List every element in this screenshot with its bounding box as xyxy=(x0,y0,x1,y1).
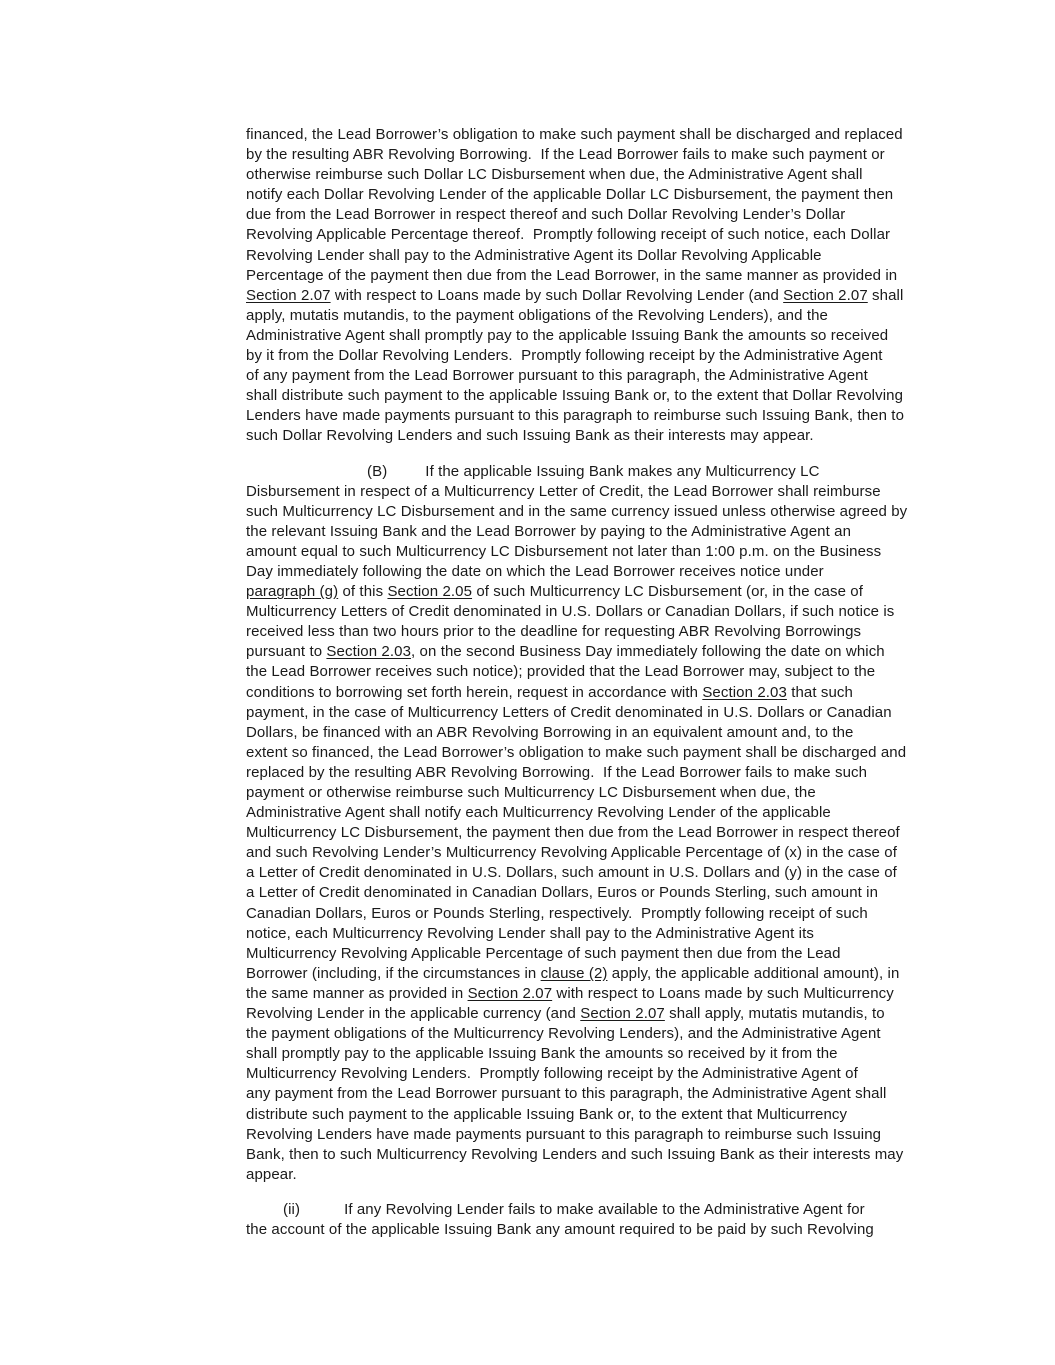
text-line xyxy=(246,1004,936,1024)
section-reference: Section 2.03 xyxy=(702,683,787,701)
text-run: Revolving Lenders have made payments pursuant to this paragraph to reimburse such Issuing xyxy=(246,1125,882,1143)
text-run: Multicurrency LC Disbursement, the payment then due from the Lead Borrower in respect thereof xyxy=(246,824,900,842)
text-run: payment or otherwise reimburse such Multicurrency LC Disbursement when due, the xyxy=(246,784,816,801)
text-line xyxy=(246,904,936,924)
text-run: the same manner as provided in xyxy=(246,984,468,1002)
text-run: financed, the Lead Borrower’s obligation to make such payment shall be discharged and replaced xyxy=(246,126,903,143)
text-run: Borrower (including, if the circumstances in xyxy=(246,964,541,982)
text-line xyxy=(246,562,936,582)
text-run: such Multicurrency LC Disbursement and in the same currency issued unless otherwise agreed by xyxy=(246,502,908,520)
text-line xyxy=(246,883,936,903)
text-line xyxy=(246,1024,936,1044)
text-run: shall apply, mutatis mutandis, to xyxy=(664,1005,885,1023)
section-reference: Section 2.07 xyxy=(246,286,331,304)
text-run: pursuant to xyxy=(246,643,327,661)
text-line xyxy=(246,346,936,366)
text-line xyxy=(246,1084,936,1104)
text-run: Bank, then to such Multicurrency Revolving Lenders and such Issuing Bank as their interests may xyxy=(246,1145,904,1163)
text-run: the account of the applicable Issuing Bank any amount required to be paid by such Revolving xyxy=(246,1220,874,1238)
text-run: Administrative Agent shall notify each Multicurrency Revolving Lender of the applicable xyxy=(246,804,831,822)
text-run: distribute such payment to the applicable Issuing Bank or, to the extent that Multicurrency xyxy=(246,1105,848,1123)
text-run: If any Revolving Lender fails to make available to the Administrative Agent for xyxy=(344,1200,865,1218)
text-line xyxy=(246,502,936,522)
text-run: Multicurrency Revolving Applicable Percentage of such payment then due from the Lead xyxy=(246,944,841,962)
paragraph-dollar-lc-disbursement-continuation xyxy=(246,125,936,447)
text-line xyxy=(246,185,936,205)
text-run: apply, the applicable additional amount), in xyxy=(607,964,900,982)
text-run: any payment from the Lead Borrower pursuant to this paragraph, the Administrative Agent shall xyxy=(246,1085,887,1103)
section-reference: Section 2.07 xyxy=(467,984,553,1002)
text-run: shall xyxy=(867,286,904,304)
section-reference: Section 2.07 xyxy=(580,1005,665,1023)
text-run: Revolving Lender in the applicable currency (and xyxy=(246,1005,581,1023)
text-line xyxy=(246,642,936,662)
text-run: shall distribute such payment to the applicable Issuing Bank or, to the extent that Dollar Revolving xyxy=(246,387,904,405)
text-line xyxy=(246,843,936,863)
text-line xyxy=(246,823,936,843)
text-run: If the applicable Issuing Bank makes any Multicurrency LC xyxy=(425,462,820,480)
text-line xyxy=(246,125,936,145)
text-line xyxy=(246,1105,936,1125)
text-line xyxy=(246,482,936,502)
text-line xyxy=(246,683,936,703)
text-line xyxy=(246,542,936,562)
text-line xyxy=(246,944,936,964)
text-run: with respect to Loans made by such Multicurrency xyxy=(552,984,894,1002)
text-line xyxy=(246,306,936,326)
text-run: of such Multicurrency LC Disbursement (or, in the case of xyxy=(472,583,864,601)
text-line xyxy=(246,386,936,406)
text-line xyxy=(246,366,936,386)
text-run: and such Revolving Lender’s Multicurrency Revolving Applicable Percentage of (x) in the case of xyxy=(246,844,897,862)
text-line xyxy=(246,1200,936,1220)
text-run: Disbursement in respect of a Multicurrency Letter of Credit, the Lead Borrower shall reimburse xyxy=(246,482,881,500)
text-line xyxy=(246,622,936,642)
text-line xyxy=(246,703,936,723)
text-line xyxy=(246,225,936,245)
text-line xyxy=(246,462,936,482)
paragraph-ii-revolving-lender-failure xyxy=(246,1200,936,1240)
text-run: the payment obligations of the Multicurrency Revolving Lenders), and the Administrative Agent xyxy=(246,1025,881,1043)
text-run: extent so financed, the Lead Borrower’s obligation to make such payment shall be discharged and xyxy=(246,743,907,761)
text-run: amount equal to such Multicurrency LC Disbursement not later than 1:00 p.m. on the Business xyxy=(246,542,882,560)
section-reference: clause (2) xyxy=(540,964,608,982)
text-run: the Lead Borrower receives such notice); provided that the Lead Borrower may, subject to the xyxy=(246,663,876,681)
text-line xyxy=(246,863,936,883)
text-line xyxy=(246,662,936,682)
text-line xyxy=(246,924,936,944)
text-line xyxy=(246,326,936,346)
text-run: Revolving Applicable Percentage thereof. Promptly following receipt of such notice, each Dollar xyxy=(246,226,891,244)
text-run: Administrative Agent shall promptly pay to the applicable Issuing Bank the amounts so received xyxy=(246,326,889,344)
text-line xyxy=(246,1064,936,1084)
text-run: of this xyxy=(338,583,388,601)
text-run: notice, each Multicurrency Revolving Lender shall pay to the Administrative Agent its xyxy=(246,924,814,942)
text-run: by it from the Dollar Revolving Lenders. Promptly following receipt by the Administrative Agent xyxy=(246,347,883,365)
text-line xyxy=(246,406,936,426)
text-run: Dollars, be financed with an ABR Revolving Borrowing in an equivalent amount and, to the xyxy=(246,723,854,741)
section-reference: Section 2.03 xyxy=(326,643,412,661)
text-run: Percentage of the payment then due from the Lead Borrower, in the same manner as provided in xyxy=(246,266,898,284)
text-line xyxy=(246,1125,936,1145)
text-run: due from the Lead Borrower in respect thereof and such Dollar Revolving Lender’s Dollar xyxy=(246,206,846,224)
text-run: of any payment from the Lead Borrower pursuant to this paragraph, the Administrative Agent xyxy=(246,367,868,385)
text-run: Multicurrency Revolving Lenders. Promptly following receipt by the Administrative Agent of xyxy=(246,1065,858,1083)
text-run: a Letter of Credit denominated in U.S. Dollars, such amount in U.S. Dollars and (y) in the case of xyxy=(246,864,897,882)
text-run: replaced by the resulting ABR Revolving Borrowing. If the Lead Borrower fails to make such xyxy=(246,763,868,781)
text-run: otherwise reimburse such Dollar LC Disbursement when due, the Administrative Agent shall xyxy=(246,166,863,184)
section-reference: paragraph (g) xyxy=(246,583,339,601)
text-run: received less than two hours prior to the deadline for requesting ABR Revolving Borrowings xyxy=(246,623,862,641)
text-run: appear. xyxy=(246,1165,297,1183)
text-line xyxy=(246,964,936,984)
text-run: apply, mutatis mutandis, to the payment obligations of the Revolving Lenders), and the xyxy=(246,306,828,324)
text-line xyxy=(246,246,936,266)
section-reference: Section 2.05 xyxy=(387,583,473,601)
text-line xyxy=(246,783,936,803)
text-line xyxy=(246,286,936,306)
text-run: Lenders have made payments pursuant to this paragraph to reimburse such Issuing Bank, then to xyxy=(246,407,905,425)
text-line xyxy=(246,743,936,763)
text-line xyxy=(246,165,936,185)
text-run: a Letter of Credit denominated in Canadian Dollars, Euros or Pounds Sterling, such amount in xyxy=(246,884,879,902)
text-line xyxy=(246,763,936,783)
text-run: Canadian Dollars, Euros or Pounds Sterling, respectively. Promptly following receipt of such xyxy=(246,904,868,922)
text-run: such Dollar Revolving Lenders and such Issuing Bank as their interests may appear. xyxy=(246,427,814,445)
text-run: conditions to borrowing set forth herein, request in accordance with xyxy=(246,683,703,701)
text-run: Multicurrency Letters of Credit denominated in U.S. Dollars or Canadian Dollars, if such notice is xyxy=(246,603,895,621)
text-run: the relevant Issuing Bank and the Lead Borrower by paying to the Administrative Agent an xyxy=(246,522,852,540)
text-run: Day immediately following the date on which the Lead Borrower receives notice under xyxy=(246,562,824,580)
text-run: by the resulting ABR Revolving Borrowing. If the Lead Borrower fails to make such payment or xyxy=(246,146,885,164)
text-line xyxy=(246,522,936,542)
text-line xyxy=(246,1145,936,1165)
document-content xyxy=(246,125,936,1240)
text-run: shall promptly pay to the applicable Issuing Bank the amounts so received by it from the xyxy=(246,1045,838,1063)
text-run: payment, in the case of Multicurrency Letters of Credit denominated in U.S. Dollars or Canadian xyxy=(246,703,892,721)
text-line xyxy=(246,723,936,743)
text-run: notify each Dollar Revolving Lender of the applicable Dollar LC Disbursement, the payment then xyxy=(246,186,894,204)
text-line xyxy=(246,205,936,225)
text-run: with respect to Loans made by such Dollar Revolving Lender (and xyxy=(330,286,784,304)
text-line xyxy=(246,426,936,446)
text-run: , on the second Business Day immediately following the date on which xyxy=(411,643,885,661)
text-run: that such xyxy=(786,683,853,701)
text-line xyxy=(246,266,936,286)
text-line xyxy=(246,1220,936,1240)
text-line xyxy=(246,984,936,1004)
text-line xyxy=(246,1044,936,1064)
text-line xyxy=(246,803,936,823)
text-line xyxy=(246,145,936,165)
text-run: (B) xyxy=(367,462,388,480)
text-line xyxy=(246,602,936,622)
text-run: (ii) xyxy=(283,1200,301,1218)
text-line xyxy=(246,1165,936,1185)
text-line xyxy=(246,582,936,602)
paragraph-b-multicurrency-lc-disbursement xyxy=(246,462,936,1185)
section-reference: Section 2.07 xyxy=(783,286,868,304)
text-run: Revolving Lender shall pay to the Administrative Agent its Dollar Revolving Applicable xyxy=(246,246,822,264)
